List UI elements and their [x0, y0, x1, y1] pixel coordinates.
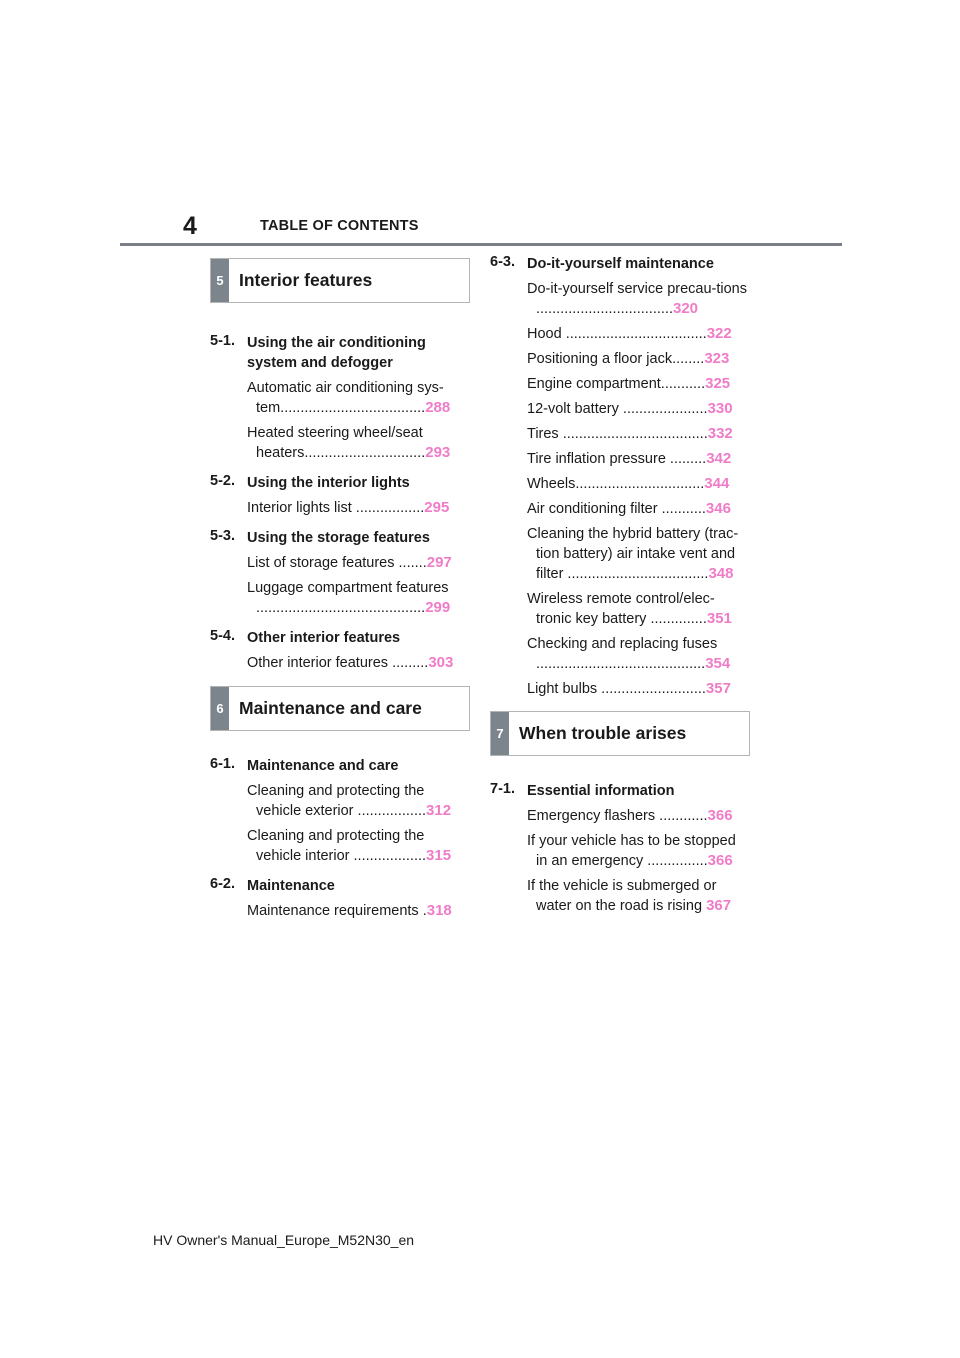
entry-text: Luggage compartment features — [247, 580, 449, 596]
entry-text: Engine compartment — [527, 376, 661, 392]
toc-entry[interactable] — [527, 524, 750, 584]
page-link[interactable]: 344 — [704, 475, 730, 492]
subsection-number: 5-2. — [210, 473, 235, 489]
toc-entry[interactable] — [527, 679, 750, 699]
section-title: Interior features — [239, 270, 373, 290]
toc-entry[interactable] — [527, 876, 750, 916]
page-link[interactable]: 366 — [707, 807, 733, 824]
page-link[interactable]: 348 — [708, 565, 734, 582]
entry-text: 12-volt battery — [527, 401, 619, 417]
section-heading-7[interactable] — [490, 711, 750, 756]
toc-entry[interactable] — [527, 424, 750, 444]
subsection-heading — [210, 628, 470, 648]
entry-text: Maintenance requirements — [247, 903, 419, 919]
entry-text: Tire inflation pressure — [527, 451, 666, 467]
page-link[interactable]: 342 — [706, 450, 732, 467]
page-link[interactable]: 366 — [707, 852, 733, 869]
leader-dots: ........... — [657, 501, 706, 517]
subsection-number: 5-3. — [210, 528, 235, 544]
header-divider — [120, 243, 842, 246]
page-number: 4 — [183, 212, 197, 240]
page-link[interactable]: 303 — [428, 654, 454, 671]
leader-dots: .................. — [349, 848, 427, 864]
leader-dots: .......................................... — [536, 656, 706, 672]
leader-dots: .......................... — [597, 681, 706, 697]
entry-text: List of storage features — [247, 555, 395, 571]
section-title: When trouble arises — [519, 723, 687, 743]
entry-text: Wheels — [527, 476, 576, 492]
toc-entry[interactable] — [527, 374, 750, 394]
entry-text: Checking and replacing fuses — [527, 636, 718, 652]
entry-text: Cleaning and protecting the vehicle exterior — [247, 783, 425, 819]
section-number-tab: 6 — [211, 687, 229, 730]
entry-text: Other interior features — [247, 655, 389, 671]
section-heading-5[interactable] — [210, 258, 470, 303]
toc-entry[interactable] — [527, 831, 750, 871]
subsection-title: Using the interior lights — [247, 475, 410, 491]
page-link[interactable]: 323 — [704, 350, 730, 367]
subsection-title: Using the air conditioning system and defogger — [247, 335, 426, 371]
leader-dots: ..................... — [618, 401, 708, 417]
page-link[interactable]: 367 — [706, 897, 732, 914]
page-link[interactable]: 297 — [426, 554, 452, 571]
subsection-heading — [490, 254, 750, 274]
toc-right-column — [490, 254, 750, 921]
toc-entry[interactable] — [247, 553, 470, 573]
section-number-tab: 7 — [491, 712, 509, 755]
subsection-title: Using the storage features — [247, 530, 430, 546]
subsection-title: Do-it-yourself maintenance — [527, 256, 714, 272]
toc-left-column — [210, 258, 470, 926]
toc-entry[interactable] — [247, 578, 470, 618]
subsection-heading — [210, 333, 470, 373]
subsection-heading — [490, 781, 750, 801]
subsection-number: 6-3. — [490, 254, 515, 270]
toc-entry[interactable] — [527, 499, 750, 519]
page-link[interactable]: 295 — [424, 499, 450, 516]
page-link[interactable]: 354 — [705, 655, 731, 672]
section-number-tab: 5 — [211, 259, 229, 302]
leader-dots: ................. — [351, 500, 425, 516]
entry-text: Do-it-yourself service precau-tions — [527, 281, 747, 297]
toc-entry[interactable] — [247, 826, 470, 866]
leader-dots: ............ — [655, 808, 708, 824]
toc-entry[interactable] — [527, 474, 750, 494]
leader-dots: ........ — [672, 351, 705, 367]
entry-text: If the vehicle is submerged or water on the road is rising — [527, 878, 717, 914]
subsection-title: Essential information — [527, 783, 675, 799]
page-link[interactable]: 320 — [672, 300, 699, 317]
page-link[interactable]: 330 — [707, 400, 733, 417]
page-link[interactable]: 351 — [706, 610, 732, 627]
page-link[interactable]: 357 — [705, 680, 731, 697]
leader-dots: ........... — [660, 376, 706, 392]
leader-dots: .................................. — [536, 301, 673, 317]
page-link[interactable]: 315 — [426, 847, 452, 864]
toc-entry[interactable] — [247, 653, 470, 673]
leader-dots: .............. — [646, 611, 707, 627]
leader-dots: .......................................... — [256, 600, 426, 616]
page-link[interactable]: 312 — [426, 802, 452, 819]
leader-dots: ....... — [394, 555, 427, 571]
page-link[interactable]: 299 — [425, 599, 451, 616]
subsection-heading — [210, 473, 470, 493]
section-heading-6[interactable] — [210, 686, 470, 731]
entry-text: Heated steering wheel/seat heaters — [247, 425, 423, 461]
leader-dots: .................................... — [558, 426, 708, 442]
entry-text: Hood — [527, 326, 562, 342]
toc-entry[interactable] — [527, 634, 750, 674]
entry-text: If your vehicle has to be stopped in an emergency — [527, 833, 736, 869]
subsection-title: Other interior features — [247, 630, 401, 646]
leader-dots: ......... — [388, 655, 429, 671]
leader-dots: ................................ — [575, 476, 705, 492]
entry-text: Emergency flashers — [527, 808, 656, 824]
page-link[interactable]: 346 — [705, 500, 731, 517]
subsection-title: Maintenance and care — [247, 758, 399, 774]
entry-text: Cleaning the hybrid battery (trac-tion battery) air intake vent and filter — [527, 526, 739, 582]
page-link[interactable]: 293 — [425, 444, 451, 461]
leader-dots: .................................... — [280, 400, 426, 416]
page-header-title: TABLE OF CONTENTS — [260, 218, 419, 234]
entry-text: Automatic air conditioning sys-tem — [247, 380, 444, 416]
entry-text: Air conditioning filter — [527, 501, 658, 517]
toc-entry[interactable] — [527, 324, 750, 344]
toc-entry[interactable] — [527, 399, 750, 419]
page-link[interactable]: 322 — [706, 325, 732, 342]
entry-text: Interior lights list — [247, 500, 352, 516]
section-title: Maintenance and care — [239, 698, 422, 718]
page-link[interactable]: 325 — [705, 375, 731, 392]
entry-text: Positioning a floor jack — [527, 351, 673, 367]
toc-entry[interactable] — [527, 279, 750, 319]
page-link[interactable]: 288 — [425, 399, 451, 416]
leader-dots: ................................... — [561, 326, 707, 342]
subsection-number: 5-1. — [210, 333, 235, 349]
page-footer: HV Owner's Manual_Europe_M52N30_en — [153, 1232, 415, 1248]
leader-dots: ......... — [665, 451, 707, 467]
toc-entry[interactable] — [527, 449, 750, 469]
toc-entry[interactable] — [527, 349, 750, 369]
subsection-heading — [210, 528, 470, 548]
page-link[interactable]: 332 — [707, 425, 733, 442]
subsection-title: Maintenance — [247, 878, 335, 894]
toc-entry[interactable] — [527, 806, 750, 826]
toc-entry[interactable] — [527, 589, 750, 629]
toc-entry[interactable] — [247, 423, 470, 463]
entry-text: Cleaning and protecting the vehicle interior — [247, 828, 425, 864]
subsection-number: 5-4. — [210, 628, 235, 644]
toc-entry[interactable] — [247, 781, 470, 821]
toc-entry[interactable] — [247, 378, 470, 418]
leader-dots: ................. — [353, 803, 427, 819]
subsection-heading — [210, 756, 470, 776]
subsection-heading — [210, 876, 470, 896]
entry-text: Tires — [527, 426, 559, 442]
leader-dots: . — [418, 903, 427, 919]
leader-dots: ................................... — [563, 566, 709, 582]
subsection-number: 7-1. — [490, 781, 515, 797]
page-link[interactable]: 318 — [426, 902, 452, 919]
toc-entry[interactable] — [247, 498, 470, 518]
subsection-number: 6-1. — [210, 756, 235, 772]
entry-text: Light bulbs — [527, 681, 598, 697]
subsection-number: 6-2. — [210, 876, 235, 892]
entry-text: Wireless remote control/elec-tronic key battery — [527, 591, 715, 627]
leader-dots: .............................. — [304, 445, 426, 461]
leader-dots: ............... — [643, 853, 708, 869]
toc-entry[interactable] — [247, 901, 470, 921]
